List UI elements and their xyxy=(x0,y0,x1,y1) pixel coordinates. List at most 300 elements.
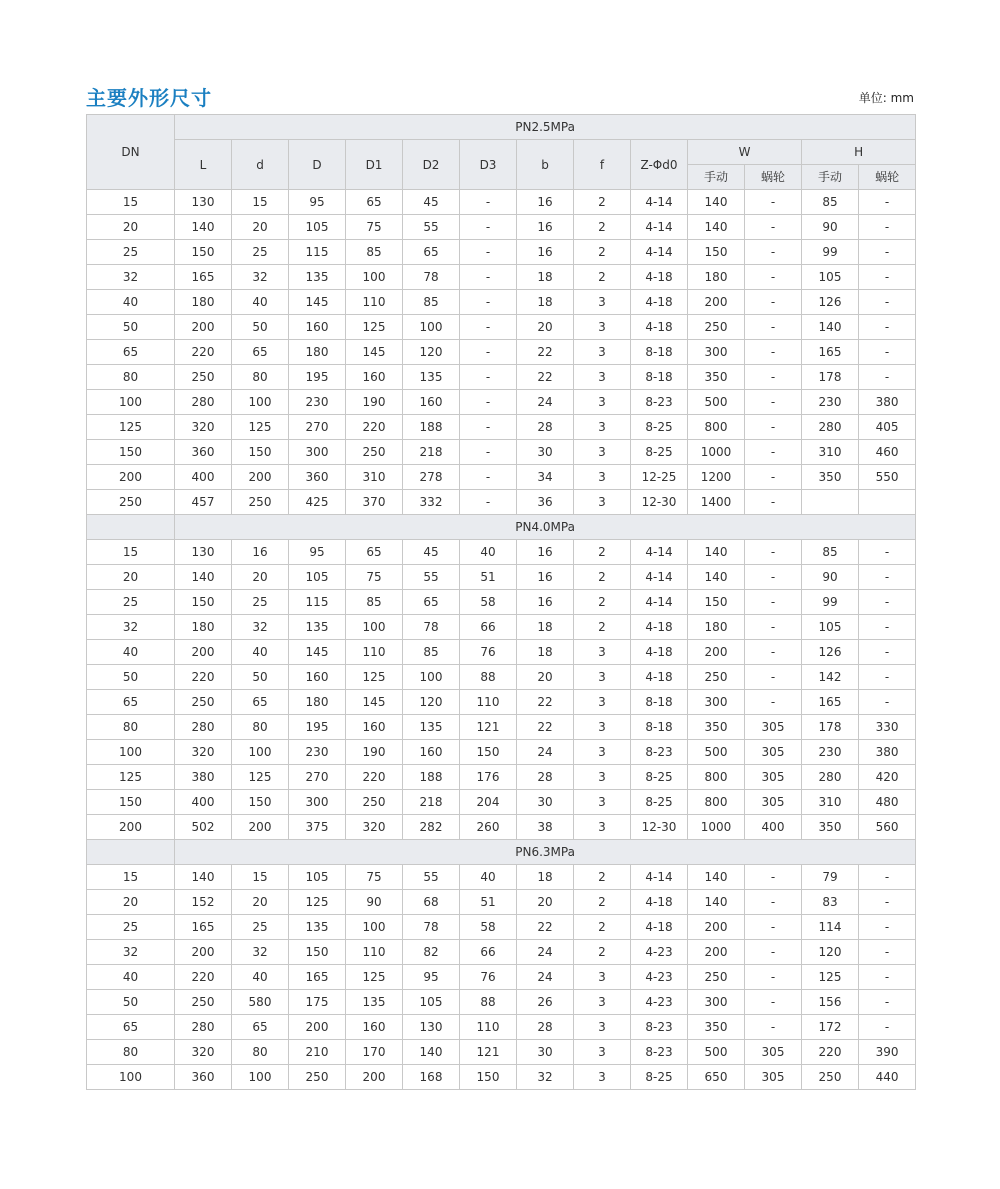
table-row xyxy=(87,290,916,315)
table-cell: 45 xyxy=(403,190,460,215)
table-row xyxy=(87,940,916,965)
table-cell: 82 xyxy=(403,940,460,965)
table-cell: 3 xyxy=(574,340,631,365)
table-cell: 2 xyxy=(574,240,631,265)
table-cell: 180 xyxy=(175,290,232,315)
table-cell: 100 xyxy=(403,315,460,340)
table-cell: 350 xyxy=(688,715,745,740)
table-cell: 200 xyxy=(688,915,745,940)
table-cell: 120 xyxy=(802,940,859,965)
table-cell: 126 xyxy=(802,290,859,315)
table-cell: 150 xyxy=(460,1065,517,1090)
table-cell: - xyxy=(859,315,916,340)
header-d1: D1 xyxy=(346,140,403,190)
table-cell: 105 xyxy=(289,865,346,890)
table-row xyxy=(87,440,916,465)
table-cell: 26 xyxy=(517,990,574,1015)
table-cell: 32 xyxy=(232,615,289,640)
table-cell: 20 xyxy=(232,565,289,590)
table-cell: 160 xyxy=(346,1015,403,1040)
table-cell: 168 xyxy=(403,1065,460,1090)
pressure-row xyxy=(87,840,916,865)
table-row xyxy=(87,790,916,815)
table-row xyxy=(87,465,916,490)
table-cell: 220 xyxy=(175,340,232,365)
table-cell: 165 xyxy=(175,915,232,940)
table-row xyxy=(87,240,916,265)
dn-cell: 15 xyxy=(87,190,175,215)
table-cell: 88 xyxy=(460,665,517,690)
table-row xyxy=(87,665,916,690)
table-cell: 28 xyxy=(517,415,574,440)
table-cell: 140 xyxy=(688,190,745,215)
table-cell: 310 xyxy=(802,790,859,815)
table-cell: 50 xyxy=(232,665,289,690)
table-cell: 180 xyxy=(289,340,346,365)
table-cell: 210 xyxy=(289,1040,346,1065)
table-cell: 1000 xyxy=(688,440,745,465)
table-cell: 140 xyxy=(688,865,745,890)
table-cell: 3 xyxy=(574,665,631,690)
table-cell: 65 xyxy=(232,340,289,365)
table-cell: - xyxy=(859,590,916,615)
table-cell: 250 xyxy=(688,315,745,340)
table-cell: 218 xyxy=(403,790,460,815)
table-cell: 75 xyxy=(346,565,403,590)
table-cell: 320 xyxy=(175,740,232,765)
table-cell: 4-18 xyxy=(631,315,688,340)
pressure-label: PN6.3MPa xyxy=(175,840,916,865)
table-cell: 160 xyxy=(346,715,403,740)
table-cell: 156 xyxy=(802,990,859,1015)
header-b: b xyxy=(517,140,574,190)
table-cell: 85 xyxy=(403,640,460,665)
table-cell: 380 xyxy=(175,765,232,790)
table-cell: 100 xyxy=(232,740,289,765)
table-cell: 18 xyxy=(517,615,574,640)
table-cell: 3 xyxy=(574,815,631,840)
table-cell: 16 xyxy=(232,540,289,565)
table-cell: 8-18 xyxy=(631,340,688,365)
table-cell: 55 xyxy=(403,565,460,590)
table-row xyxy=(87,490,916,515)
table-cell: - xyxy=(745,665,802,690)
table-cell: 85 xyxy=(802,540,859,565)
table-cell: - xyxy=(745,415,802,440)
table-cell: 140 xyxy=(403,1040,460,1065)
table-cell: 125 xyxy=(346,315,403,340)
table-cell: 350 xyxy=(688,1015,745,1040)
table-cell: 190 xyxy=(346,740,403,765)
header-D: D xyxy=(289,140,346,190)
dn-cell: 25 xyxy=(87,590,175,615)
table-cell: - xyxy=(460,190,517,215)
table-cell: 76 xyxy=(460,965,517,990)
table-cell: 305 xyxy=(745,740,802,765)
table-cell: 300 xyxy=(688,340,745,365)
table-cell: 160 xyxy=(403,390,460,415)
table-header xyxy=(87,115,916,190)
table-cell: 3 xyxy=(574,490,631,515)
table-cell: 180 xyxy=(688,265,745,290)
table-row xyxy=(87,190,916,215)
table-cell: 3 xyxy=(574,790,631,815)
table-cell: 58 xyxy=(460,915,517,940)
table-cell: 280 xyxy=(802,765,859,790)
table-cell: - xyxy=(859,565,916,590)
table-cell: 24 xyxy=(517,390,574,415)
table-cell: 16 xyxy=(517,540,574,565)
dn-cell: 32 xyxy=(87,940,175,965)
table-cell: 16 xyxy=(517,240,574,265)
table-cell: - xyxy=(745,315,802,340)
table-cell: 105 xyxy=(289,215,346,240)
table-cell: 120 xyxy=(403,690,460,715)
table-cell: 2 xyxy=(574,890,631,915)
table-cell: 160 xyxy=(289,665,346,690)
dn-cell: 65 xyxy=(87,690,175,715)
dn-cell: 25 xyxy=(87,915,175,940)
table-cell: 125 xyxy=(346,965,403,990)
dn-cell: 15 xyxy=(87,540,175,565)
table-cell: 100 xyxy=(346,915,403,940)
table-cell: 30 xyxy=(517,1040,574,1065)
table-cell: 800 xyxy=(688,415,745,440)
table-cell: 135 xyxy=(403,715,460,740)
table-cell: 165 xyxy=(289,965,346,990)
table-cell: - xyxy=(745,540,802,565)
table-cell: 150 xyxy=(175,240,232,265)
table-cell: 8-18 xyxy=(631,690,688,715)
table-cell: 360 xyxy=(175,440,232,465)
table-cell: 230 xyxy=(802,390,859,415)
table-cell: 220 xyxy=(175,665,232,690)
table-cell: 85 xyxy=(403,290,460,315)
table-cell: 135 xyxy=(289,265,346,290)
table-cell: 65 xyxy=(403,590,460,615)
table-cell: 390 xyxy=(859,1040,916,1065)
table-cell: 105 xyxy=(289,565,346,590)
table-cell: - xyxy=(460,215,517,240)
table-cell: 145 xyxy=(289,290,346,315)
dn-cell: 20 xyxy=(87,215,175,240)
table-cell: 121 xyxy=(460,1040,517,1065)
table-cell: 440 xyxy=(859,1065,916,1090)
table-cell: - xyxy=(745,565,802,590)
table-cell: - xyxy=(460,315,517,340)
table-cell: 370 xyxy=(346,490,403,515)
header-h-worm: 蜗轮 xyxy=(859,165,916,190)
table-cell: 360 xyxy=(289,465,346,490)
dn-cell: 50 xyxy=(87,665,175,690)
table-cell: 3 xyxy=(574,990,631,1015)
table-cell: 200 xyxy=(175,640,232,665)
table-cell: 220 xyxy=(346,765,403,790)
table-cell: 95 xyxy=(403,965,460,990)
table-cell: 175 xyxy=(289,990,346,1015)
table-cell: 75 xyxy=(346,865,403,890)
table-cell: - xyxy=(745,265,802,290)
dn-cell: 50 xyxy=(87,990,175,1015)
table-cell: - xyxy=(745,465,802,490)
table-cell: - xyxy=(745,890,802,915)
table-cell: 200 xyxy=(289,1015,346,1040)
table-cell: 55 xyxy=(403,215,460,240)
table-cell: 40 xyxy=(232,290,289,315)
table-cell: 250 xyxy=(232,490,289,515)
table-cell: 3 xyxy=(574,315,631,340)
table-cell: 150 xyxy=(232,440,289,465)
table-cell: 150 xyxy=(688,240,745,265)
table-cell: 140 xyxy=(688,890,745,915)
table-cell: 405 xyxy=(859,415,916,440)
table-cell: 188 xyxy=(403,415,460,440)
table-cell: - xyxy=(460,415,517,440)
table-cell: 75 xyxy=(346,215,403,240)
table-cell: 650 xyxy=(688,1065,745,1090)
table-cell: 85 xyxy=(346,590,403,615)
table-cell: - xyxy=(859,665,916,690)
dn-cell: 65 xyxy=(87,340,175,365)
table-cell: 32 xyxy=(517,1065,574,1090)
table-cell: 375 xyxy=(289,815,346,840)
dn-cell: 65 xyxy=(87,1015,175,1040)
table-cell: 300 xyxy=(289,440,346,465)
table-cell: 22 xyxy=(517,690,574,715)
table-cell: 188 xyxy=(403,765,460,790)
table-cell: 85 xyxy=(802,190,859,215)
table-cell xyxy=(802,490,859,515)
table-cell: 400 xyxy=(745,815,802,840)
table-row xyxy=(87,765,916,790)
table-cell: 100 xyxy=(403,665,460,690)
table-cell: 90 xyxy=(346,890,403,915)
table-cell: 22 xyxy=(517,365,574,390)
table-cell: 80 xyxy=(232,715,289,740)
table-row xyxy=(87,890,916,915)
table-cell: 280 xyxy=(802,415,859,440)
table-cell: - xyxy=(460,365,517,390)
table-cell: - xyxy=(745,940,802,965)
table-cell: 45 xyxy=(403,540,460,565)
table-cell: 78 xyxy=(403,615,460,640)
table-cell: 270 xyxy=(289,765,346,790)
table-cell: 126 xyxy=(802,640,859,665)
table-row xyxy=(87,615,916,640)
table-cell: 8-23 xyxy=(631,740,688,765)
table-cell: 120 xyxy=(403,340,460,365)
table-cell: 100 xyxy=(346,265,403,290)
table-cell: 110 xyxy=(346,290,403,315)
header-l: L xyxy=(175,140,232,190)
header-d: d xyxy=(232,140,289,190)
header-d2: D2 xyxy=(403,140,460,190)
table-cell: 195 xyxy=(289,365,346,390)
table-cell: 230 xyxy=(289,740,346,765)
table-cell: 350 xyxy=(802,465,859,490)
table-cell: 88 xyxy=(460,990,517,1015)
table-cell: - xyxy=(745,365,802,390)
table-cell: 3 xyxy=(574,965,631,990)
dn-cell: 40 xyxy=(87,290,175,315)
table-cell: 16 xyxy=(517,565,574,590)
table-cell: 16 xyxy=(517,590,574,615)
table-cell: 200 xyxy=(688,290,745,315)
header-h-manual: 手动 xyxy=(802,165,859,190)
table-cell: 20 xyxy=(517,890,574,915)
table-cell: - xyxy=(859,690,916,715)
table-cell: 180 xyxy=(175,615,232,640)
table-cell: 350 xyxy=(802,815,859,840)
table-cell: 350 xyxy=(688,365,745,390)
table-cell: - xyxy=(745,990,802,1015)
table-cell: 65 xyxy=(232,690,289,715)
table-cell: 165 xyxy=(802,340,859,365)
table-cell: 110 xyxy=(460,690,517,715)
table-cell: 25 xyxy=(232,915,289,940)
table-cell: 66 xyxy=(460,615,517,640)
table-cell: 22 xyxy=(517,340,574,365)
table-row xyxy=(87,715,916,740)
table-cell: 76 xyxy=(460,640,517,665)
table-cell: 140 xyxy=(688,565,745,590)
table-row xyxy=(87,215,916,240)
table-cell: 180 xyxy=(289,690,346,715)
table-row xyxy=(87,365,916,390)
table-cell: 3 xyxy=(574,415,631,440)
table-cell: 80 xyxy=(232,365,289,390)
pressure-row-blank xyxy=(87,515,175,540)
table-cell: 4-14 xyxy=(631,190,688,215)
table-cell: 100 xyxy=(232,1065,289,1090)
table-cell: 1000 xyxy=(688,815,745,840)
table-cell: - xyxy=(460,490,517,515)
table-cell: - xyxy=(745,390,802,415)
table-row xyxy=(87,640,916,665)
table-cell: 125 xyxy=(289,890,346,915)
table-cell: 165 xyxy=(175,265,232,290)
table-cell: 2 xyxy=(574,190,631,215)
table-cell: 250 xyxy=(688,965,745,990)
table-cell: 78 xyxy=(403,915,460,940)
table-row xyxy=(87,390,916,415)
table-cell: 200 xyxy=(232,815,289,840)
table-cell: 200 xyxy=(175,940,232,965)
table-cell: - xyxy=(460,340,517,365)
table-cell: 24 xyxy=(517,965,574,990)
table-cell: 100 xyxy=(232,390,289,415)
table-cell: 4-14 xyxy=(631,865,688,890)
table-cell: 22 xyxy=(517,915,574,940)
table-cell: 2 xyxy=(574,565,631,590)
dn-cell: 20 xyxy=(87,565,175,590)
pressure-header-1: PN2.5MPa xyxy=(175,115,916,140)
table-cell: 330 xyxy=(859,715,916,740)
table-cell: 12-30 xyxy=(631,815,688,840)
table-cell: 130 xyxy=(403,1015,460,1040)
table-cell: 457 xyxy=(175,490,232,515)
table-cell: 135 xyxy=(403,365,460,390)
table-cell: 4-18 xyxy=(631,665,688,690)
table-cell: 4-14 xyxy=(631,240,688,265)
table-cell: 125 xyxy=(232,765,289,790)
dn-cell: 100 xyxy=(87,740,175,765)
dn-cell: 250 xyxy=(87,490,175,515)
table-cell: - xyxy=(745,490,802,515)
table-cell: 15 xyxy=(232,865,289,890)
table-cell: - xyxy=(859,865,916,890)
table-cell: 250 xyxy=(688,665,745,690)
table-cell: 800 xyxy=(688,765,745,790)
table-cell: 320 xyxy=(346,815,403,840)
table-cell: 95 xyxy=(289,190,346,215)
table-cell: 80 xyxy=(232,1040,289,1065)
dn-cell: 15 xyxy=(87,865,175,890)
dn-cell: 150 xyxy=(87,440,175,465)
table-cell: 160 xyxy=(403,740,460,765)
table-cell: 200 xyxy=(346,1065,403,1090)
table-cell: 500 xyxy=(688,390,745,415)
table-cell: 36 xyxy=(517,490,574,515)
table-cell: 220 xyxy=(802,1040,859,1065)
header-h: H xyxy=(802,140,916,165)
table-row xyxy=(87,990,916,1015)
table-cell: 3 xyxy=(574,290,631,315)
header-w-manual: 手动 xyxy=(688,165,745,190)
table-cell: - xyxy=(859,890,916,915)
table-cell: 320 xyxy=(175,415,232,440)
table-cell: 3 xyxy=(574,440,631,465)
table-cell: 4-18 xyxy=(631,615,688,640)
table-cell: 140 xyxy=(688,540,745,565)
table-cell: 2 xyxy=(574,615,631,640)
table-cell: 140 xyxy=(175,565,232,590)
table-cell: 250 xyxy=(175,365,232,390)
table-cell: - xyxy=(745,440,802,465)
table-cell: 250 xyxy=(289,1065,346,1090)
dn-cell: 25 xyxy=(87,240,175,265)
dn-cell: 32 xyxy=(87,615,175,640)
table-cell: 2 xyxy=(574,915,631,940)
table-cell: 130 xyxy=(175,190,232,215)
table-cell: 250 xyxy=(802,1065,859,1090)
table-row xyxy=(87,540,916,565)
table-cell: 142 xyxy=(802,665,859,690)
table-cell: 3 xyxy=(574,390,631,415)
table-cell: 178 xyxy=(802,715,859,740)
table-cell: 195 xyxy=(289,715,346,740)
table-cell: 2 xyxy=(574,590,631,615)
header-dn: DN xyxy=(87,115,175,190)
table-cell: 135 xyxy=(346,990,403,1015)
table-row xyxy=(87,1040,916,1065)
table-cell: 425 xyxy=(289,490,346,515)
table-cell: 65 xyxy=(232,1015,289,1040)
table-cell: 8-23 xyxy=(631,1040,688,1065)
table-cell: 180 xyxy=(688,615,745,640)
table-cell: 360 xyxy=(175,1065,232,1090)
table-cell: 460 xyxy=(859,440,916,465)
dn-cell: 200 xyxy=(87,465,175,490)
table-cell: 115 xyxy=(289,240,346,265)
table-cell: 8-25 xyxy=(631,765,688,790)
table-cell: - xyxy=(745,240,802,265)
table-cell: 160 xyxy=(289,315,346,340)
table-cell: 3 xyxy=(574,1065,631,1090)
table-cell: 1400 xyxy=(688,490,745,515)
table-cell: - xyxy=(859,240,916,265)
dn-cell: 150 xyxy=(87,790,175,815)
